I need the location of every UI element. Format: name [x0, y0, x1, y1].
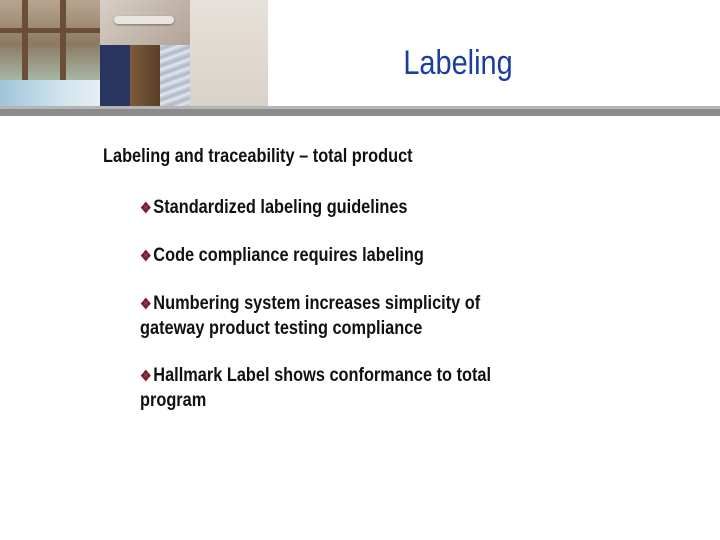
header-photo-collage	[0, 0, 268, 106]
title-rule-highlight	[0, 106, 720, 109]
bullet-item	[140, 364, 518, 413]
window-photo	[0, 0, 100, 80]
bullet-list	[140, 196, 623, 413]
bullet-item	[140, 292, 518, 341]
glass-photo	[160, 45, 190, 106]
bullet-text: Code compliance requires labeling	[153, 245, 424, 266]
bullet-item	[140, 244, 518, 269]
blue-panel-photo	[100, 45, 130, 106]
blinds-photo	[0, 80, 100, 106]
bullet-text: Standardized labeling guidelines	[153, 197, 408, 218]
slide-title: Labeling	[403, 44, 513, 82]
diamond-bullet-icon: ❖	[140, 368, 152, 385]
bullet-text: Hallmark Label shows conformance to total program	[140, 365, 492, 411]
door-handle-photo	[100, 0, 190, 45]
diamond-bullet-icon: ❖	[140, 296, 152, 313]
lead-text: Labeling and traceability – total product	[103, 146, 413, 167]
slide-body	[103, 146, 623, 436]
bullet-text: Numbering system increases simplicity of gateway product testing compliance	[140, 293, 481, 339]
wall-photo	[190, 0, 268, 106]
diamond-bullet-icon: ❖	[140, 200, 152, 217]
diamond-bullet-icon: ❖	[140, 248, 152, 265]
bullet-item	[140, 196, 518, 221]
wood-door-photo	[130, 45, 160, 106]
